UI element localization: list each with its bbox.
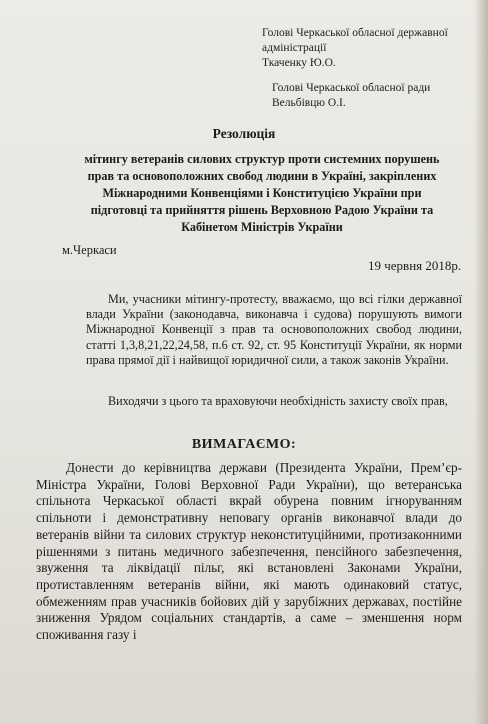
recipient-2-line-1: Голові Черкаської обласної ради <box>272 82 431 94</box>
subtitle-line-5: Кабінетом Міністрів України <box>181 220 343 234</box>
document-place: м.Черкаси <box>62 243 117 257</box>
recipient-1-line-3: Ткаченку Ю.О. <box>262 57 336 69</box>
paper-edge-shadow <box>474 0 488 724</box>
recipient-2-line-2: Вельбівцю О.І. <box>272 97 346 109</box>
subtitle-line-3: Міжнародними Конвенціями і Конституцією України при <box>102 186 422 200</box>
subtitle-line-1: мітингу ветеранів силових структур проти системних порушень <box>84 152 440 166</box>
demand-heading: ВИМАГАЄМО: <box>191 437 297 452</box>
paragraph-demand: Донести до керівництва держави (Президента України, Прем’єр-Міністра України, Голові Верховної Ради України), що ветеранська спільнота Черкаської області вкрай обурена повним ігноруванням спільноти і демонстративну неповагу органів виконавчої влади до ветеранів війни та силових структур неконституційними, протизаконними рішеннями з питань медичного забезпечення, пенсійного забезпечення, звуження та ліквідації пільг, які встановлені Законами України, протиставленням ветеранів війни, які мають одинаковий статус, обмеженням прав учасників бойових дій у зарубіжних державах, постійне зниження Урядом соціальних стандартів, а саме – зменшення норм споживання газу і <box>36 460 462 643</box>
document-title: Резолюція <box>212 126 276 141</box>
recipient-1-line-2: адміністрації <box>262 42 327 54</box>
document-date: 19 червня 2018р. <box>368 258 462 273</box>
subtitle-line-4: підготовці та прийняття рішень Верховною Радою України та <box>90 203 434 217</box>
subtitle-line-2: прав та основоположних свобод людини в Україні, закріплених <box>87 169 437 183</box>
paragraph-statement: Ми, учасники мітингу-протесту, вважаємо, що всі гілки державної влади України (законодавча, виконавча і судова) порушують вимоги Міжнародної Конвенції з прав та основоположних свобод людини, статті 1,3,8,21,22,24,58, п.6 ст. 92, ст. 95 Конституції України, як норми права прямої дії і найвищої юридичної сили, а також законів України. <box>86 292 462 367</box>
recipient-1-line-1: Голові Черкаської обласної державної <box>262 27 448 39</box>
paragraph-reasoning: Виходячи з цього та враховуючи необхідність захисту своїх прав, <box>108 394 448 408</box>
